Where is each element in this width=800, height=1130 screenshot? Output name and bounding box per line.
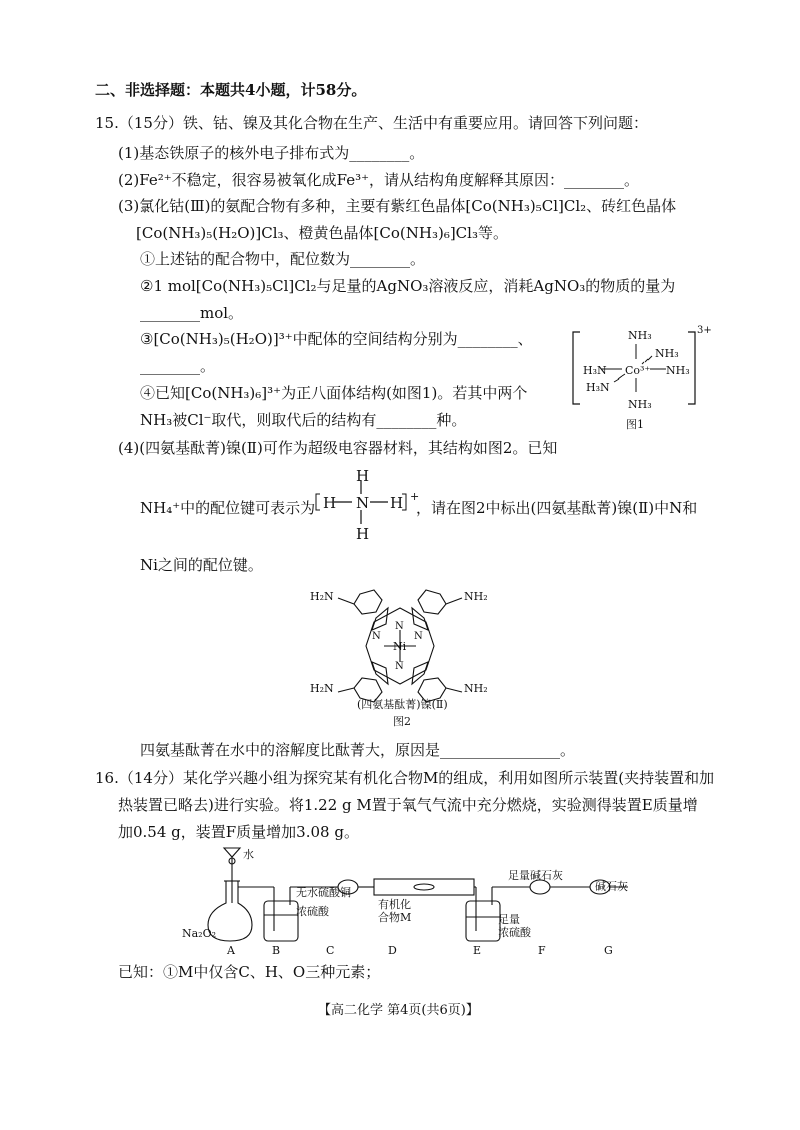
q15-part4-line4: 四氨基酞菁在水中的溶解度比酞菁大，原因是________________。 [140, 741, 576, 759]
fig1-charge: 3+ [697, 325, 712, 336]
apparatus-label-d: D [388, 944, 397, 957]
fig1-nh3-upper-right: NH₃ [655, 347, 679, 360]
fig1-co-center: Co³⁺ [625, 364, 651, 377]
q15-sub3-line1: ③[Co(NH₃)₅(H₂O)]³⁺中配体的空间结构分别为________、 [140, 330, 533, 348]
fig2-n-right: N [414, 631, 423, 642]
q16-line2: 热装置已略去)进行实验。将1.22 g M置于氧气气流中充分燃烧，实验测得装置E质量增 [118, 796, 698, 814]
q15-part2: (2)Fe²⁺不稳定，很容易被氧化成Fe³⁺，请从结构角度解释其原因：________。 [118, 171, 640, 189]
q16-line3: 加0.54 g，装置F质量增加3.08 g。 [118, 823, 359, 841]
apparatus-label-b: B [272, 944, 281, 957]
q15-sub3-line2: ________。 [140, 357, 216, 375]
q15-part1: (1)基态铁原子的核外电子排布式为________。 [118, 144, 425, 162]
fig1-nh3-bottom: NH₃ [628, 398, 652, 411]
q15-part3-line2: [Co(NH₃)₅(H₂O)]Cl₃、橙黄色晶体[Co(NH₃)₆]Cl₃等。 [136, 224, 508, 242]
fig2-nh2-top-right: NH₂ [464, 590, 488, 603]
apparatus-h2so4-e-line1: 足量 [498, 913, 520, 926]
fig2-caption: 图2 [393, 715, 411, 728]
apparatus-cuso4-label: 无水硫酸铜 [296, 886, 351, 899]
fig1-h3n-lower-left: H₃N [586, 381, 610, 394]
nh4-h-right: H [390, 494, 404, 512]
q15-sub2-line1: ②1 mol[Co(NH₃)₅Cl]Cl₂与足量的AgNO₃溶液反应，消耗AgNO₃的物质的量为 [140, 277, 676, 295]
apparatus-diagram [170, 845, 670, 955]
q15-sub4-line1: ④已知[Co(NH₃)₆]³⁺为正八面体结构(如图1)。若其中两个 [140, 384, 528, 402]
apparatus-water-label: 水 [243, 848, 254, 861]
fig1-nh3-right: NH₃ [666, 364, 690, 377]
apparatus-h2so4-e-line2: 浓硫酸 [498, 926, 531, 939]
apparatus-label-a: A [227, 944, 235, 957]
apparatus-label-g: G [604, 944, 613, 957]
nh4-h-top: H [356, 467, 370, 485]
apparatus-soda-lime-f-label: 足量碱石灰 [508, 869, 563, 882]
apparatus-label-e: E [473, 944, 482, 957]
q15-part4-line1: (4)(四氨基酞菁)镍(Ⅱ)可作为超级电容器材料，其结构如图2。已知 [118, 439, 558, 457]
q15-part4-nh4-text: NH₄⁺中的配位键可表示为 [140, 499, 316, 517]
section-heading: 二、非选择题：本题共4小题，计58分。 [95, 81, 367, 99]
fig1-caption: 图1 [626, 418, 644, 431]
q15-sub2-line2: ________mol。 [140, 304, 244, 322]
fig1-h3n-left: H₃N [583, 364, 607, 377]
fig2-nh2-bottom-right: NH₂ [464, 682, 488, 695]
q15-sub1: ①上述钴的配合物中，配位数为________。 [140, 250, 426, 268]
fig2-h2n-top-left: H₂N [310, 590, 334, 603]
fig2-n-top: N [395, 621, 404, 632]
apparatus-na2o2-label: Na₂O₂ [182, 927, 217, 940]
q15-sub4-line2: NH₃被Cl⁻取代，则取代后的结构有________种。 [140, 411, 467, 429]
apparatus-organic-line2: 合物M [378, 911, 412, 924]
nh4-h-left: H [323, 494, 337, 512]
apparatus-label-c: C [326, 944, 335, 957]
fig2-ni-center: Ni [393, 640, 407, 653]
apparatus-h2so4-b-label: 浓硫酸 [296, 905, 329, 918]
q16-line1: 16.（14分）某化学兴趣小组为探究某有机化合物M的组成，利用如图所示装置(夹持装置和加 [95, 769, 715, 787]
page-footer: 【高二化学 第4页(共6页)】 [318, 1003, 479, 1018]
fig2-n-bottom: N [395, 661, 404, 672]
q15-stem: 15.（15分）铁、钴、镍及其化合物在生产、生活中有重要应用。请回答下列问题： [95, 114, 648, 132]
apparatus-label-f: F [538, 944, 546, 957]
nh4-charge: + [410, 490, 420, 503]
q15-part4-line2-post: ，请在图2中标出(四氨基酞菁)镍(Ⅱ)中N和 [416, 499, 698, 517]
fig2-name: (四氨基酞菁)镍(Ⅱ) [357, 698, 448, 711]
q15-part4-line3: Ni之间的配位键。 [140, 556, 263, 574]
nh4-h-bottom: H [356, 525, 370, 543]
fig2-n-left: N [372, 631, 381, 642]
nh4-n: N [356, 494, 370, 512]
apparatus-organic-line1: 有机化 [378, 898, 411, 911]
q16-known: 已知：①M中仅含C、H、O三种元素； [118, 963, 381, 981]
q15-part3-line1: (3)氯化钴(Ⅲ)的氨配合物有多种，主要有紫红色晶体[Co(NH₃)₅Cl]Cl₂、砖红色晶体 [118, 197, 677, 215]
fig1-nh3-top: NH₃ [628, 329, 652, 342]
apparatus-soda-lime-g-label: 碱石灰 [595, 880, 628, 893]
fig2-h2n-bottom-left: H₂N [310, 682, 334, 695]
